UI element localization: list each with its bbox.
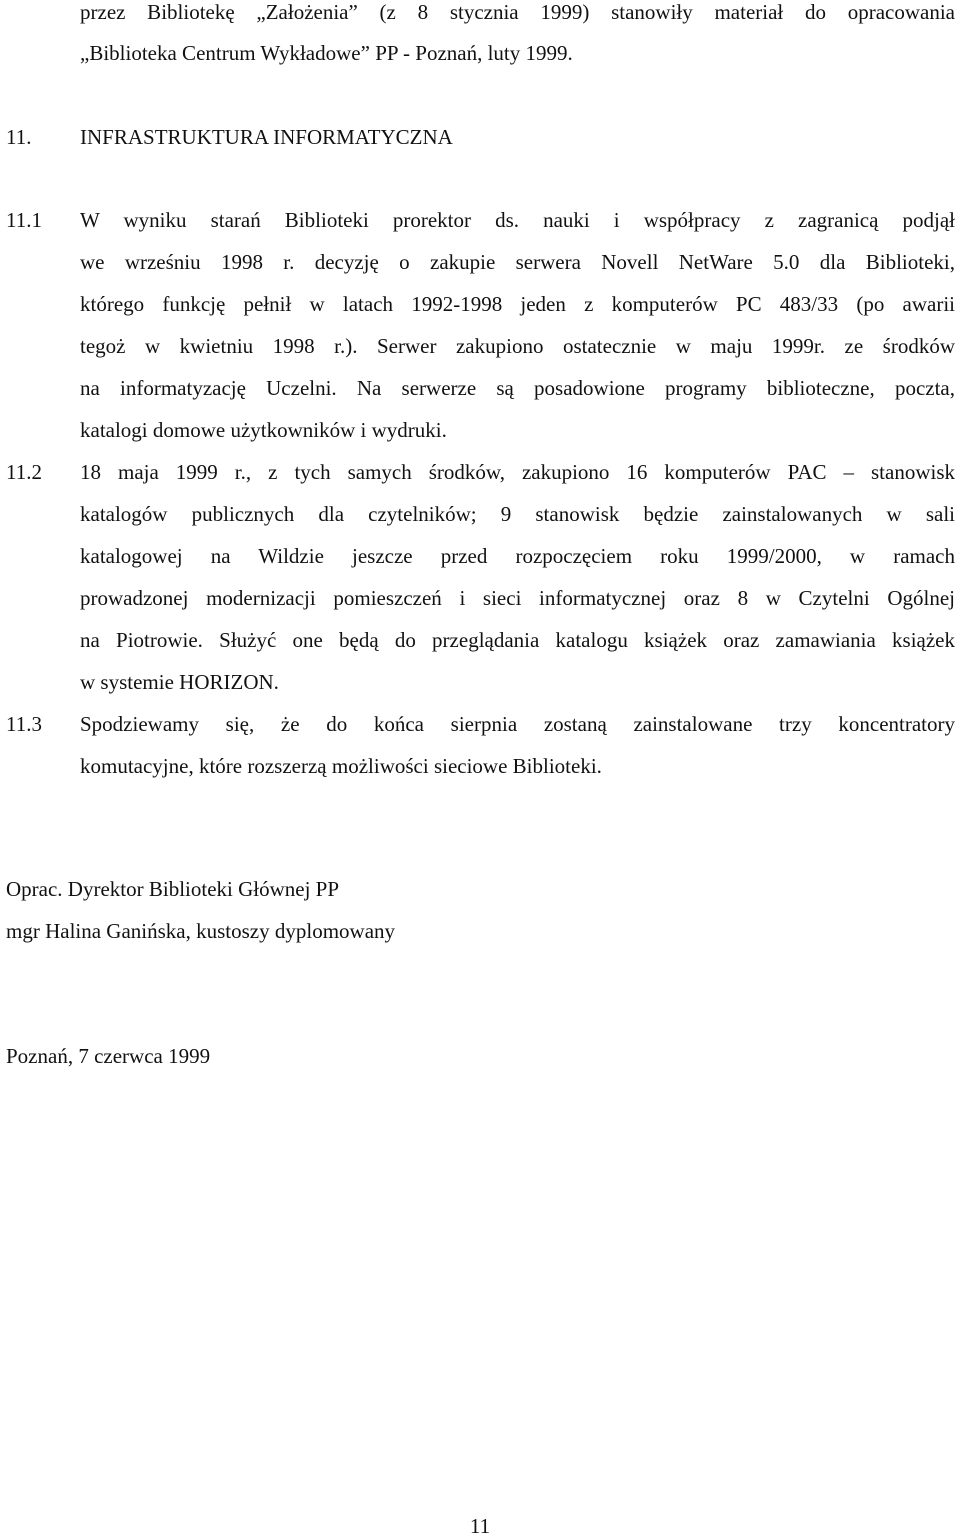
signature-line-1: Oprac. Dyrektor Biblioteki Głównej PP: [6, 877, 340, 901]
item-11-1-line-6: katalogi domowe użytkowników i wydruki.: [80, 418, 447, 442]
item-11-1-line-3: którego funkcję pełnił w latach 1992-1998 jeden z komputerów PC 483/33 (po awarii: [80, 292, 955, 316]
intro-line-1: przez Bibliotekę „Założenia” (z 8 stycznia 1999) stanowiły materiał do opracowania: [80, 0, 955, 24]
item-11-2-line-6: w systemie HORIZON.: [80, 670, 279, 694]
signature-line-2: mgr Halina Ganińska, kustoszy dyplomowany: [6, 919, 396, 943]
page-number: 11: [469, 1514, 491, 1538]
item-11-2-line-3: katalogowej na Wildzie jeszcze przed rozpoczęciem roku 1999/2000, w ramach: [80, 544, 955, 568]
item-number-11-1: 11.1: [6, 208, 42, 232]
item-11-2-line-4: prowadzonej modernizacji pomieszczeń i sieci informatycznej oraz 8 w Czytelni Ogólnej: [80, 586, 955, 610]
item-11-1-line-5: na informatyzację Uczelni. Na serwerze są posadowione programy biblioteczne, poczta,: [80, 376, 955, 400]
item-number-11-3: 11.3: [6, 712, 42, 736]
item-11-3-line-1: Spodziewamy się, że do końca sierpnia zostaną zainstalowane trzy koncentratory: [80, 712, 955, 736]
item-11-3-line-2: komutacyjne, które rozszerzą możliwości sieciowe Biblioteki.: [80, 754, 602, 778]
item-11-2-line-2: katalogów publicznych dla czytelników; 9 stanowisk będzie zainstalowanych w sali: [80, 502, 955, 526]
item-number-11-2: 11.2: [6, 460, 42, 484]
item-11-2-line-1: 18 maja 1999 r., z tych samych środków, zakupiono 16 komputerów PAC – stanowisk: [80, 460, 955, 484]
section-number: 11.: [6, 125, 32, 149]
place-date: Poznań, 7 czerwca 1999: [6, 1044, 211, 1068]
section-title: INFRASTRUKTURA INFORMATYCZNA: [80, 125, 453, 149]
intro-line-2: „Biblioteka Centrum Wykładowe” PP - Poznań, luty 1999.: [80, 41, 573, 65]
item-11-1-line-1: W wyniku starań Biblioteki prorektor ds. nauki i współpracy z zagranicą podjął: [80, 208, 955, 232]
item-11-2-line-5: na Piotrowie. Służyć one będą do przeglądania katalogu książek oraz zamawiania książek: [80, 628, 955, 652]
item-11-1-line-4: tegoż w kwietniu 1998 r.). Serwer zakupiono ostatecznie w maju 1999r. ze środków: [80, 334, 955, 358]
item-11-1-line-2: we wrześniu 1998 r. decyzję o zakupie serwera Novell NetWare 5.0 dla Biblioteki,: [80, 250, 955, 274]
